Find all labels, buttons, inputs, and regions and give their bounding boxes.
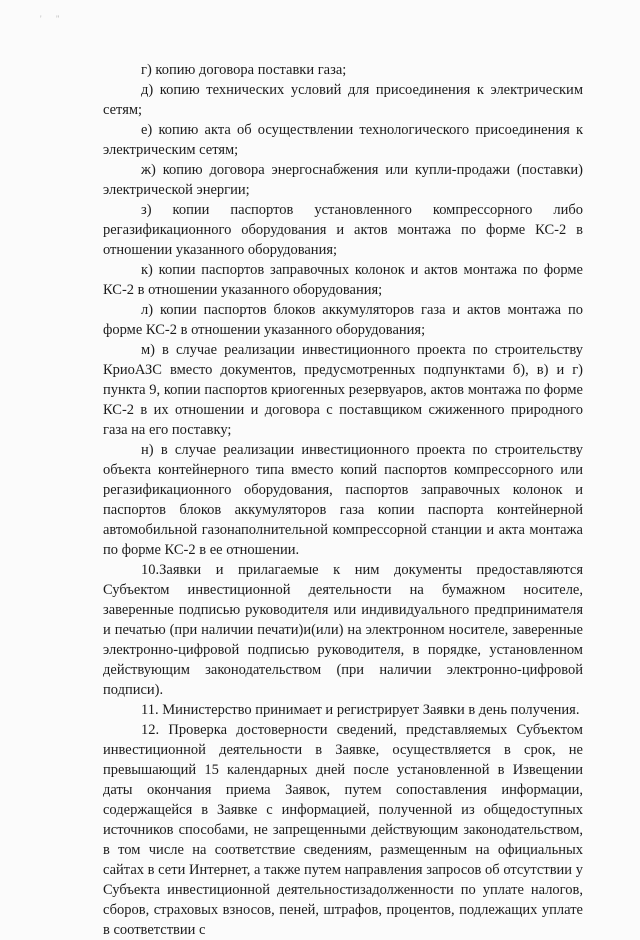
paragraph-l: л) копии паспортов блоков аккумуляторов газа и актов монтажа по форме КС-2 в отношении указанного оборудования; — [103, 302, 583, 338]
paragraph-10: 10.Заявки и прилагаемые к ним документы предоставляются Субъектом инвестиционной деятельности на бумажном носителе, заверенные подписью руководителя или индивидуального предпринимателя и печатью (при наличии печати)и(или) на электронном носителе, заверенные электронно-цифровой подписью руководителя, в порядке, установленном действующим законодательством (при наличии электронно-цифровой подписи). — [103, 562, 583, 698]
paragraph-k: к) копии паспортов заправочных колонок и актов монтажа по форме КС-2 в отношении указанного оборудования; — [103, 262, 583, 298]
paragraph-zh: ж) копию договора энергоснабжения или купли-продажи (поставки) электрической энергии; — [103, 162, 583, 198]
paragraph-12: 12. Проверка достоверности сведений, представляемых Субъектом инвестиционной деятельности в Заявке, осуществляется в срок, не превышающий 15 календарных дней после установленной в Извещении даты окончания приема Заявок, путем сопоставления информации, содержащейся в Заявке с информацией, полученной из общедоступных источников способами, не запрещенными действующим законодательством, в том числе на соответствие сведениям, размещенным на официальных сайтах в сети Интернет, а также путем направления запросов об отсутствии у Субъекта инвестиционной деятельностизадолженности по уплате налогов, сборов, страховых взносов, пеней, штрафов, процентов, подлежащих уплате в соответствии с — [103, 722, 583, 938]
paragraph-n: н) в случае реализации инвестиционного проекта по строительству объекта контейнерного типа вместо копий паспортов компрессорного или регазификационного оборудования, паспортов заправочных колонок и паспортов блоков аккумуляторов газа копии паспорта контейнерной автомобильной газонаполнительной компрессорной станции и акта монтажа по форме КС-2 в ее отношении. — [103, 442, 583, 558]
paragraph-z: з) копии паспортов установленного компрессорного либо регазификационного оборудования и актов монтажа по форме КС-2 в отношении указанного оборудования; — [103, 202, 583, 258]
paragraph-m: м) в случае реализации инвестиционного проекта по строительству КриоАЗС вместо документов, предусмотренных подпунктами б), в) и г) пункта 9, копии паспортов криогенных резервуаров, актов монтажа по форме КС-2 в их отношении и договора с поставщиком сжиженного природного газа на его поставку; — [103, 342, 583, 438]
paragraph-11: 11. Министерство принимает и регистрирует Заявки в день получения. — [141, 702, 580, 718]
paragraph-e: е) копию акта об осуществлении технологического присоединения к электрическим сетям; — [103, 122, 583, 158]
paragraph-d: д) копию технических условий для присоединения к электрическим сетям; — [103, 82, 583, 118]
document-body — [103, 60, 583, 940]
paragraph-g: г) копию договора поставки газа; — [141, 62, 347, 78]
scan-corner-mark: ' " — [40, 14, 66, 24]
